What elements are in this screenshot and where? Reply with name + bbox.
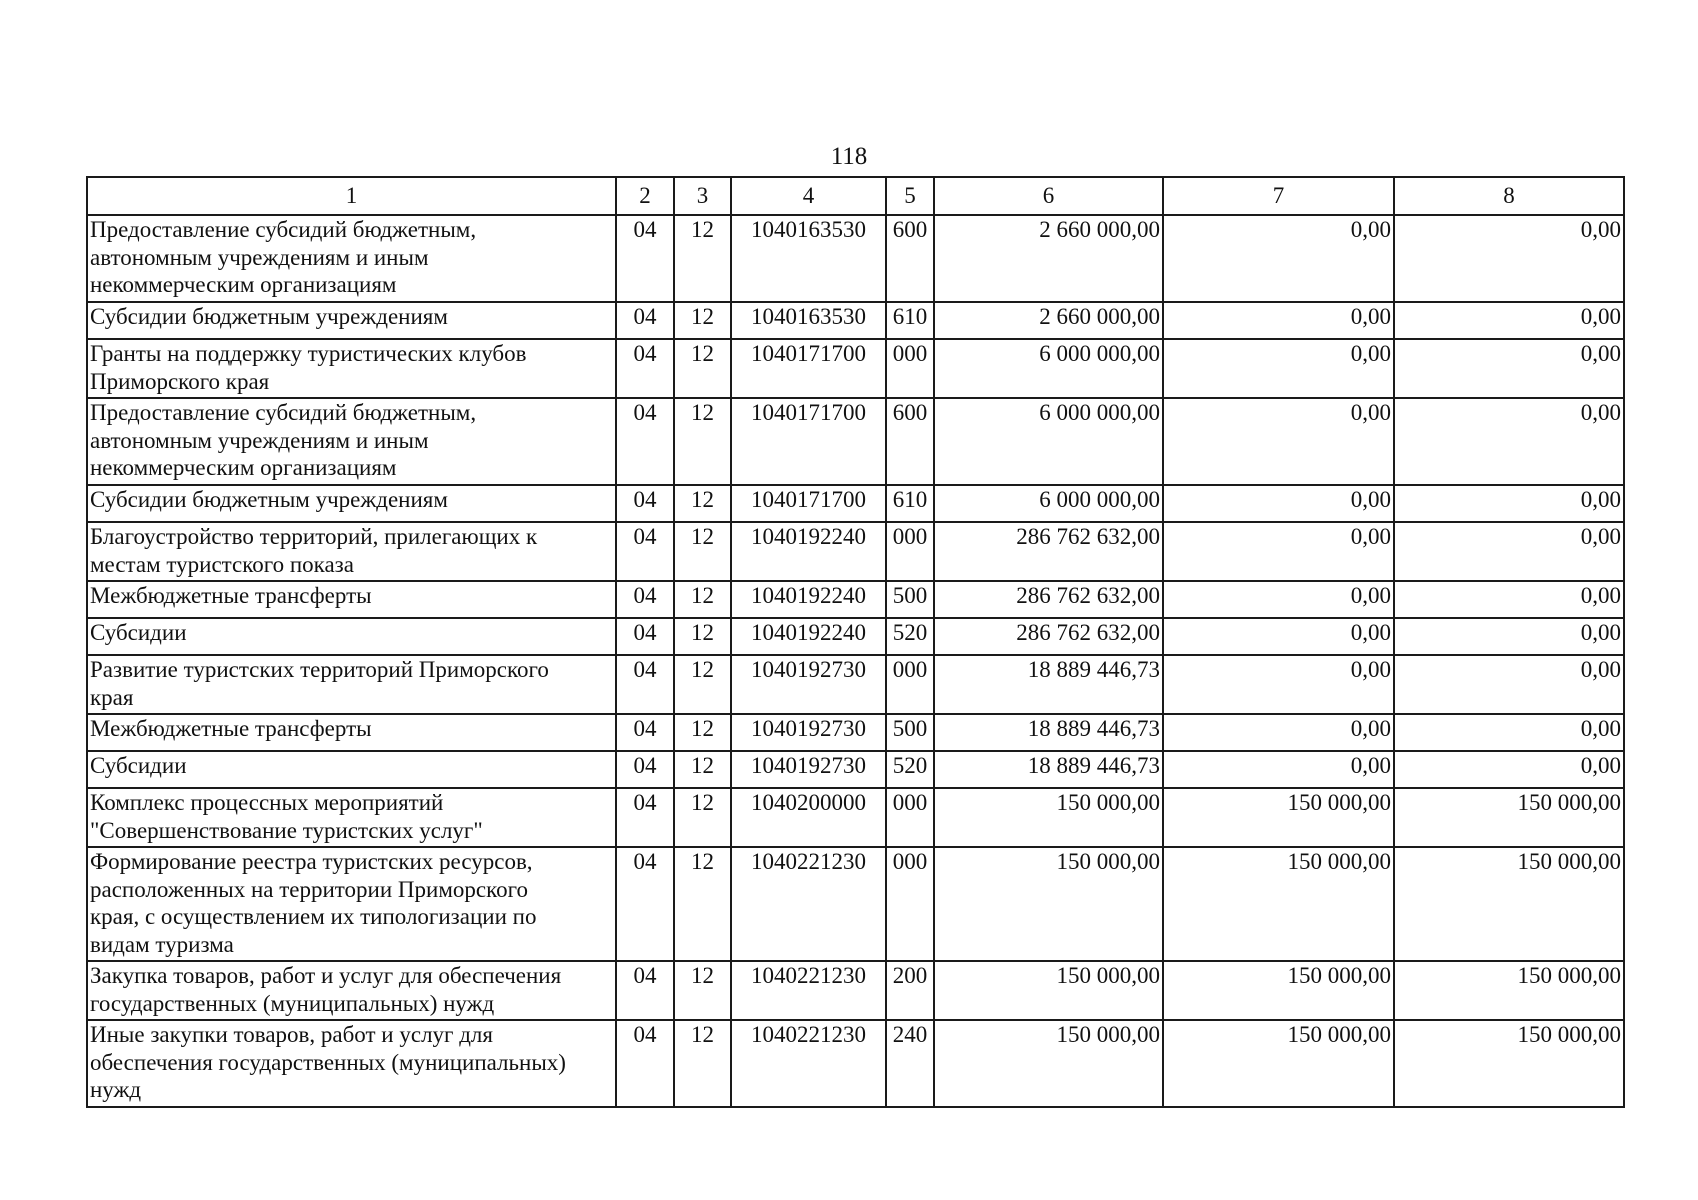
section-code: 04 — [616, 398, 674, 485]
target-article-code: 1040192730 — [731, 751, 886, 788]
target-article-code: 1040171700 — [731, 339, 886, 398]
section-code: 04 — [616, 714, 674, 751]
expense-type-code: 000 — [886, 788, 934, 847]
target-article-code: 1040163530 — [731, 215, 886, 302]
subsection-code: 12 — [674, 618, 731, 655]
subsection-code: 12 — [674, 485, 731, 522]
section-code: 04 — [616, 522, 674, 581]
column-header: 7 — [1163, 177, 1394, 215]
subsection-code: 12 — [674, 788, 731, 847]
amount-col7: 0,00 — [1163, 302, 1394, 339]
amount-col6: 150 000,00 — [934, 1020, 1163, 1107]
table-row — [87, 302, 1624, 339]
section-code: 04 — [616, 847, 674, 961]
subsection-code: 12 — [674, 339, 731, 398]
amount-col8: 150 000,00 — [1394, 788, 1624, 847]
section-code: 04 — [616, 1020, 674, 1107]
table-row — [87, 788, 1624, 847]
table-row — [87, 714, 1624, 751]
amount-col8: 0,00 — [1394, 215, 1624, 302]
expense-type-code: 610 — [886, 485, 934, 522]
amount-col8: 0,00 — [1394, 302, 1624, 339]
row-name: Формирование реестра туристских ресурсов, расположенных на территории Приморского края, с осуществлением их типологизации по видам туризма — [87, 847, 616, 961]
table-row — [87, 398, 1624, 485]
section-code: 04 — [616, 655, 674, 714]
amount-col6: 286 762 632,00 — [934, 522, 1163, 581]
amount-col7: 0,00 — [1163, 339, 1394, 398]
table-row — [87, 215, 1624, 302]
expense-type-code: 500 — [886, 581, 934, 618]
amount-col8: 0,00 — [1394, 751, 1624, 788]
subsection-code: 12 — [674, 1020, 731, 1107]
row-name: Субсидии бюджетным учреждениям — [87, 302, 616, 339]
table-row — [87, 847, 1624, 961]
amount-col8: 0,00 — [1394, 581, 1624, 618]
target-article-code: 1040221230 — [731, 847, 886, 961]
amount-col7: 0,00 — [1163, 215, 1394, 302]
expense-type-code: 610 — [886, 302, 934, 339]
target-article-code: 1040221230 — [731, 961, 886, 1020]
amount-col8: 0,00 — [1394, 398, 1624, 485]
amount-col8: 150 000,00 — [1394, 961, 1624, 1020]
expense-type-code: 520 — [886, 751, 934, 788]
expense-type-code: 600 — [886, 215, 934, 302]
amount-col8: 0,00 — [1394, 618, 1624, 655]
row-name: Закупка товаров, работ и услуг для обеспечения государственных (муниципальных) нужд — [87, 961, 616, 1020]
expense-type-code: 000 — [886, 847, 934, 961]
row-name: Субсидии — [87, 618, 616, 655]
subsection-code: 12 — [674, 714, 731, 751]
target-article-code: 1040171700 — [731, 398, 886, 485]
amount-col8: 0,00 — [1394, 485, 1624, 522]
subsection-code: 12 — [674, 751, 731, 788]
amount-col6: 150 000,00 — [934, 847, 1163, 961]
row-name: Межбюджетные трансферты — [87, 714, 616, 751]
amount-col6: 6 000 000,00 — [934, 485, 1163, 522]
amount-col8: 0,00 — [1394, 655, 1624, 714]
table-row — [87, 1020, 1624, 1107]
row-name: Межбюджетные трансферты — [87, 581, 616, 618]
column-header: 4 — [731, 177, 886, 215]
subsection-code: 12 — [674, 847, 731, 961]
column-header: 1 — [87, 177, 616, 215]
section-code: 04 — [616, 961, 674, 1020]
table-row — [87, 655, 1624, 714]
subsection-code: 12 — [674, 302, 731, 339]
target-article-code: 1040163530 — [731, 302, 886, 339]
amount-col6: 18 889 446,73 — [934, 751, 1163, 788]
column-header: 8 — [1394, 177, 1624, 215]
expense-type-code: 520 — [886, 618, 934, 655]
amount-col6: 150 000,00 — [934, 788, 1163, 847]
section-code: 04 — [616, 618, 674, 655]
amount-col7: 0,00 — [1163, 485, 1394, 522]
section-code: 04 — [616, 751, 674, 788]
amount-col6: 286 762 632,00 — [934, 581, 1163, 618]
expense-type-code: 600 — [886, 398, 934, 485]
amount-col7: 150 000,00 — [1163, 847, 1394, 961]
subsection-code: 12 — [674, 522, 731, 581]
table-row — [87, 751, 1624, 788]
table-row — [87, 522, 1624, 581]
target-article-code: 1040192240 — [731, 618, 886, 655]
table-row — [87, 485, 1624, 522]
table-row — [87, 581, 1624, 618]
expense-type-code: 000 — [886, 655, 934, 714]
section-code: 04 — [616, 788, 674, 847]
target-article-code: 1040221230 — [731, 1020, 886, 1107]
row-name: Субсидии бюджетным учреждениям — [87, 485, 616, 522]
amount-col8: 0,00 — [1394, 339, 1624, 398]
amount-col7: 0,00 — [1163, 655, 1394, 714]
section-code: 04 — [616, 581, 674, 618]
section-code: 04 — [616, 339, 674, 398]
amount-col7: 150 000,00 — [1163, 961, 1394, 1020]
amount-col6: 6 000 000,00 — [934, 398, 1163, 485]
amount-col6: 2 660 000,00 — [934, 302, 1163, 339]
column-header: 6 — [934, 177, 1163, 215]
target-article-code: 1040200000 — [731, 788, 886, 847]
column-header: 5 — [886, 177, 934, 215]
table-row — [87, 618, 1624, 655]
budget-table — [86, 176, 1625, 1108]
header-row — [87, 177, 1624, 215]
subsection-code: 12 — [674, 655, 731, 714]
page-number: 118 — [830, 143, 868, 170]
target-article-code: 1040171700 — [731, 485, 886, 522]
table-body — [87, 215, 1624, 1107]
column-header: 2 — [616, 177, 674, 215]
row-name: Предоставление субсидий бюджетным, автономным учреждениям и иным некоммерческим организациям — [87, 215, 616, 302]
amount-col7: 150 000,00 — [1163, 1020, 1394, 1107]
amount-col6: 6 000 000,00 — [934, 339, 1163, 398]
amount-col6: 18 889 446,73 — [934, 714, 1163, 751]
amount-col6: 150 000,00 — [934, 961, 1163, 1020]
expense-type-code: 200 — [886, 961, 934, 1020]
amount-col7: 0,00 — [1163, 618, 1394, 655]
amount-col6: 18 889 446,73 — [934, 655, 1163, 714]
subsection-code: 12 — [674, 581, 731, 618]
amount-col7: 0,00 — [1163, 398, 1394, 485]
table-row — [87, 339, 1624, 398]
amount-col8: 150 000,00 — [1394, 1020, 1624, 1107]
row-name: Предоставление субсидий бюджетным, автономным учреждениям и иным некоммерческим организациям — [87, 398, 616, 485]
target-article-code: 1040192240 — [731, 522, 886, 581]
subsection-code: 12 — [674, 215, 731, 302]
section-code: 04 — [616, 215, 674, 302]
amount-col8: 0,00 — [1394, 522, 1624, 581]
amount-col6: 2 660 000,00 — [934, 215, 1163, 302]
row-name: Комплекс процессных мероприятий "Совершенствование туристских услуг" — [87, 788, 616, 847]
amount-col8: 0,00 — [1394, 714, 1624, 751]
subsection-code: 12 — [674, 398, 731, 485]
amount-col7: 0,00 — [1163, 751, 1394, 788]
column-header: 3 — [674, 177, 731, 215]
expense-type-code: 240 — [886, 1020, 934, 1107]
amount-col6: 286 762 632,00 — [934, 618, 1163, 655]
target-article-code: 1040192240 — [731, 581, 886, 618]
expense-type-code: 500 — [886, 714, 934, 751]
row-name: Субсидии — [87, 751, 616, 788]
amount-col7: 150 000,00 — [1163, 788, 1394, 847]
table-row — [87, 961, 1624, 1020]
expense-type-code: 000 — [886, 522, 934, 581]
subsection-code: 12 — [674, 961, 731, 1020]
target-article-code: 1040192730 — [731, 655, 886, 714]
section-code: 04 — [616, 485, 674, 522]
target-article-code: 1040192730 — [731, 714, 886, 751]
amount-col7: 0,00 — [1163, 581, 1394, 618]
amount-col7: 0,00 — [1163, 522, 1394, 581]
section-code: 04 — [616, 302, 674, 339]
row-name: Развитие туристских территорий Приморского края — [87, 655, 616, 714]
amount-col7: 0,00 — [1163, 714, 1394, 751]
amount-col8: 150 000,00 — [1394, 847, 1624, 961]
expense-type-code: 000 — [886, 339, 934, 398]
row-name: Гранты на поддержку туристических клубов Приморского края — [87, 339, 616, 398]
row-name: Иные закупки товаров, работ и услуг для обеспечения государственных (муниципальных) нужд — [87, 1020, 616, 1107]
row-name: Благоустройство территорий, прилегающих к местам туристского показа — [87, 522, 616, 581]
